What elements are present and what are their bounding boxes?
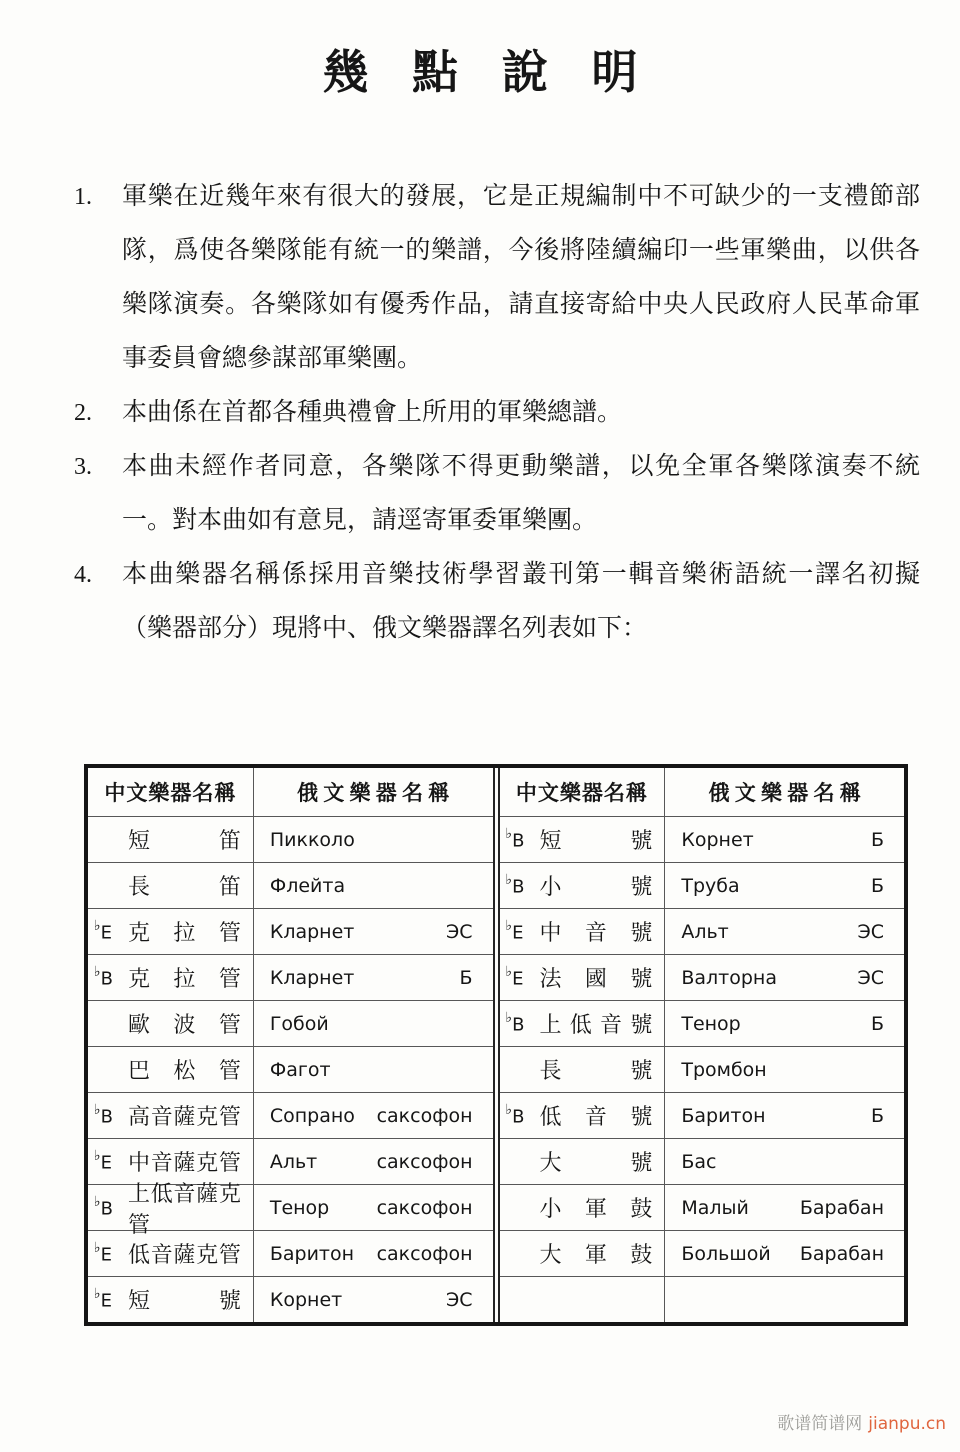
instrument-name-zh: 長笛	[128, 874, 241, 899]
flat-sign-icon: ♭	[94, 1102, 101, 1119]
pitch-letter: E	[512, 922, 524, 944]
table-body-left	[88, 816, 493, 1322]
instrument-name-zh: 高音薩克管	[128, 1104, 241, 1129]
instrument-ru-cell	[254, 863, 493, 908]
instrument-zh-cell	[500, 1231, 666, 1276]
table-body-right	[500, 816, 905, 1322]
instrument-name-zh: 上低音薩克管	[128, 1180, 241, 1237]
instrument-ru-cell	[665, 817, 904, 862]
table-row	[88, 908, 493, 954]
instrument-key: ЭС	[857, 920, 884, 943]
note-number: 2.	[74, 400, 92, 426]
pitch-letter: E	[100, 1244, 112, 1266]
instrument-key: саксофон	[376, 1150, 473, 1173]
instrument-zh-cell	[500, 955, 666, 1000]
table-row	[88, 1276, 493, 1322]
instrument-ru-cell	[665, 1277, 904, 1322]
pitch-prefix	[506, 1010, 540, 1036]
pitch-prefix	[94, 918, 128, 944]
note-number: 3.	[74, 454, 92, 480]
instrument-key: ЭС	[445, 920, 473, 943]
document-page	[0, 47, 960, 1434]
instrument-name-zh: 小號	[539, 874, 653, 899]
flat-sign-icon: ♭	[94, 1148, 101, 1165]
page-title: 幾點說明	[322, 47, 682, 98]
instrument-zh-cell	[500, 817, 666, 862]
table-row	[500, 908, 905, 954]
instrument-name-ru: Баритон	[269, 1242, 355, 1265]
instrument-zh-cell	[88, 1047, 254, 1092]
instrument-name-zh: 短號	[128, 1288, 241, 1313]
instrument-name-ru: Кларнет	[269, 966, 355, 989]
table-row	[88, 1230, 493, 1276]
table-row	[88, 816, 493, 862]
instrument-name-ru: Труба	[681, 874, 740, 897]
column-header-ru: 俄 文 樂 器 名 稱	[297, 781, 450, 805]
instrument-key: Б	[459, 966, 473, 989]
instrument-key: саксофон	[376, 1242, 473, 1265]
pitch-prefix	[506, 918, 540, 944]
pitch-letter: B	[512, 876, 525, 898]
table-row	[88, 1000, 493, 1046]
instrument-zh-cell	[88, 909, 254, 954]
instrument-name-zh: 短號	[539, 828, 653, 853]
instrument-ru-cell	[254, 1231, 493, 1276]
pitch-letter: B	[512, 1106, 525, 1128]
flat-sign-icon: ♭	[505, 872, 513, 889]
flat-sign-icon: ♭	[94, 1194, 101, 1211]
instrument-name-ru: Тенор	[269, 1196, 330, 1219]
instrument-ru-cell	[254, 817, 493, 862]
instrument-name-ru: Корнет	[681, 828, 754, 851]
flat-sign-icon: ♭	[505, 826, 513, 843]
instrument-key: ЭС	[857, 966, 884, 989]
instrument-ru-cell	[665, 1231, 904, 1276]
instrument-zh-cell	[500, 1277, 666, 1322]
instrument-name-zh: 法國號	[539, 966, 653, 991]
pitch-prefix	[506, 826, 540, 852]
instrument-ru-cell	[665, 863, 904, 908]
instrument-zh-cell	[88, 863, 254, 908]
column-header-zh: 中文樂器名稱	[500, 768, 666, 816]
table-row	[500, 1230, 905, 1276]
instrument-ru-cell	[254, 955, 493, 1000]
instrument-name-ru: Тромбон	[681, 1058, 767, 1081]
instrument-name-ru: Валторна	[681, 966, 777, 989]
instrument-key: Барабан	[799, 1242, 884, 1265]
pitch-prefix	[506, 1102, 540, 1128]
instrument-name-zh: 大號	[539, 1150, 653, 1175]
pitch-prefix	[506, 964, 540, 990]
table-row	[500, 862, 905, 908]
instrument-zh-cell	[88, 1231, 254, 1276]
instrument-name-ru: Бас	[681, 1150, 717, 1173]
instrument-ru-cell	[665, 1093, 904, 1138]
table-row	[88, 862, 493, 908]
instrument-key: Б	[870, 874, 884, 897]
column-header-zh: 中文樂器名稱	[88, 768, 254, 816]
instrument-ru-cell	[254, 909, 493, 954]
instrument-name-ru: Фагот	[269, 1058, 331, 1081]
pitch-letter: B	[512, 830, 525, 852]
instrument-name-ru: Альт	[269, 1150, 318, 1173]
instrument-name-ru: Альт	[681, 920, 729, 943]
flat-sign-icon: ♭	[94, 964, 101, 981]
note-text: 本曲係在首都各種典禮會上所用的軍樂總譜。	[122, 399, 623, 426]
pitch-prefix	[506, 872, 540, 898]
instrument-name-zh: 長號	[539, 1058, 653, 1083]
pitch-prefix	[94, 1240, 128, 1266]
note-text: 軍樂在近幾年來有很大的發展，它是正規編制中不可缺少的一支禮節部隊，爲使各樂隊能有統一的樂譜，今後將陸續編印一些軍樂曲，以供各樂隊演奏。各樂隊如有優秀作品，請直接寄給中央人民政府人民革命軍事委員會總參謀部軍樂團。	[122, 183, 920, 372]
table-row	[500, 1092, 905, 1138]
instrument-name-ru: Малый	[681, 1196, 749, 1219]
instrument-name-ru: Гобой	[269, 1012, 329, 1035]
instrument-zh-cell	[88, 955, 254, 1000]
pitch-prefix	[94, 1194, 128, 1220]
instrument-zh-cell	[500, 1185, 666, 1230]
instrument-name-ru: Пикколо	[269, 828, 355, 851]
note-item-3	[74, 440, 920, 548]
pitch-letter: E	[512, 968, 524, 990]
instrument-name-zh: 歐波管	[128, 1012, 241, 1037]
instrument-zh-cell	[88, 1001, 254, 1046]
instrument-key: ЭС	[445, 1288, 473, 1311]
instrument-zh-cell	[500, 1047, 666, 1092]
instrument-key: Б	[870, 1012, 884, 1035]
instrument-ru-cell	[254, 1001, 493, 1046]
pitch-letter: B	[100, 968, 113, 990]
note-number: 4.	[74, 562, 92, 588]
flat-sign-icon: ♭	[505, 1102, 513, 1119]
pitch-letter: B	[100, 1198, 113, 1220]
instrument-ru-cell	[254, 1047, 493, 1092]
instrument-name-ru: Корнет	[269, 1288, 343, 1311]
instrument-name-ru: Тенор	[681, 1012, 741, 1035]
note-text: 本曲未經作者同意，各樂隊不得更動樂譜，以免全軍各樂隊演奏不統一。對本曲如有意見，請逕寄軍委軍樂團。	[122, 453, 920, 534]
pitch-letter: E	[100, 922, 112, 944]
instrument-name-ru: Сопрано	[269, 1104, 355, 1127]
table-header-row	[500, 768, 905, 816]
instrument-zh-cell	[500, 1139, 666, 1184]
instrument-key: саксофон	[376, 1196, 473, 1219]
notes-list	[74, 170, 920, 656]
instrument-ru-cell	[665, 909, 904, 954]
watermark	[777, 1409, 946, 1434]
instrument-name-zh: 低音薩克管	[128, 1242, 241, 1267]
note-item-1	[74, 170, 920, 386]
note-text: 本曲樂器名稱係採用音樂技術學習叢刊第一輯音樂術語統一譯名初擬（樂器部分）現將中、俄文樂器譯名列表如下：	[122, 561, 920, 642]
instrument-ru-cell	[254, 1185, 493, 1230]
instrument-name-ru: Кларнет	[269, 920, 355, 943]
instrument-key: Б	[870, 1104, 884, 1127]
instrument-zh-cell	[500, 1093, 666, 1138]
instrument-zh-cell	[88, 1093, 254, 1138]
instrument-zh-cell	[88, 1180, 254, 1237]
table-row	[500, 1184, 905, 1230]
flat-sign-icon: ♭	[94, 1286, 101, 1303]
instrument-ru-cell	[665, 1001, 904, 1046]
flat-sign-icon: ♭	[505, 918, 513, 935]
pitch-prefix	[94, 964, 128, 990]
pitch-letter: B	[512, 1014, 525, 1036]
instrument-ru-cell	[665, 1185, 904, 1230]
instrument-name-zh: 低音號	[539, 1104, 653, 1129]
instrument-name-zh: 中音薩克管	[128, 1150, 241, 1175]
table-row	[88, 1046, 493, 1092]
table-row	[88, 954, 493, 1000]
instrument-zh-cell	[500, 909, 666, 954]
instrument-key: саксофон	[376, 1104, 473, 1127]
pitch-letter: E	[100, 1290, 112, 1312]
pitch-prefix	[94, 1286, 128, 1312]
instrument-ru-cell	[665, 1139, 904, 1184]
instrument-zh-cell	[88, 1277, 254, 1322]
instrument-key: Барабан	[799, 1196, 884, 1219]
flat-sign-icon: ♭	[94, 1240, 101, 1257]
instrument-name-ru: Баритон	[681, 1104, 766, 1127]
instrument-name-zh: 小軍鼓	[539, 1196, 653, 1221]
instrument-ru-cell	[254, 1139, 493, 1184]
instrument-table-right	[498, 768, 905, 1322]
instrument-zh-cell	[88, 817, 254, 862]
instrument-table-left	[88, 768, 495, 1322]
instrument-name-zh: 上低音號	[539, 1012, 653, 1037]
watermark-site-name: 歌谱简谱网	[777, 1414, 863, 1434]
instrument-ru-cell	[254, 1093, 493, 1138]
instrument-translation-table	[84, 764, 908, 1326]
table-row	[500, 954, 905, 1000]
table-row	[88, 1180, 493, 1237]
table-row	[500, 1276, 905, 1322]
instrument-name-zh: 克拉管	[128, 920, 241, 945]
instrument-ru-cell	[665, 955, 904, 1000]
instrument-name-ru: Большой	[681, 1242, 771, 1265]
column-header-ru: 俄 文 樂 器 名 稱	[708, 781, 861, 805]
table-row	[88, 1092, 493, 1138]
instrument-name-zh: 短笛	[128, 828, 241, 853]
flat-sign-icon: ♭	[505, 964, 513, 981]
instrument-ru-cell	[254, 1277, 493, 1322]
pitch-prefix	[94, 1102, 128, 1128]
watermark-site-url: jianpu.cn	[868, 1414, 946, 1434]
table-row	[500, 1000, 905, 1046]
note-item-2	[74, 386, 920, 440]
flat-sign-icon: ♭	[505, 1010, 513, 1027]
instrument-zh-cell	[500, 863, 666, 908]
pitch-prefix	[94, 1148, 128, 1174]
table-row	[500, 816, 905, 862]
pitch-letter: E	[100, 1152, 112, 1174]
instrument-name-zh: 中音號	[539, 920, 653, 945]
pitch-letter: B	[100, 1106, 113, 1128]
note-item-4	[74, 548, 920, 656]
instrument-zh-cell	[500, 1001, 666, 1046]
instrument-name-zh: 巴松管	[128, 1058, 241, 1083]
instrument-name-zh: 克拉管	[128, 966, 241, 991]
instrument-name-zh: 大軍鼓	[539, 1242, 653, 1267]
note-number: 1.	[74, 184, 92, 210]
table-row	[500, 1046, 905, 1092]
table-header-row	[88, 768, 493, 816]
instrument-name-ru: Флейта	[269, 874, 346, 897]
table-row	[500, 1138, 905, 1184]
instrument-ru-cell	[665, 1047, 904, 1092]
flat-sign-icon: ♭	[94, 918, 101, 935]
instrument-key: Б	[870, 828, 884, 851]
